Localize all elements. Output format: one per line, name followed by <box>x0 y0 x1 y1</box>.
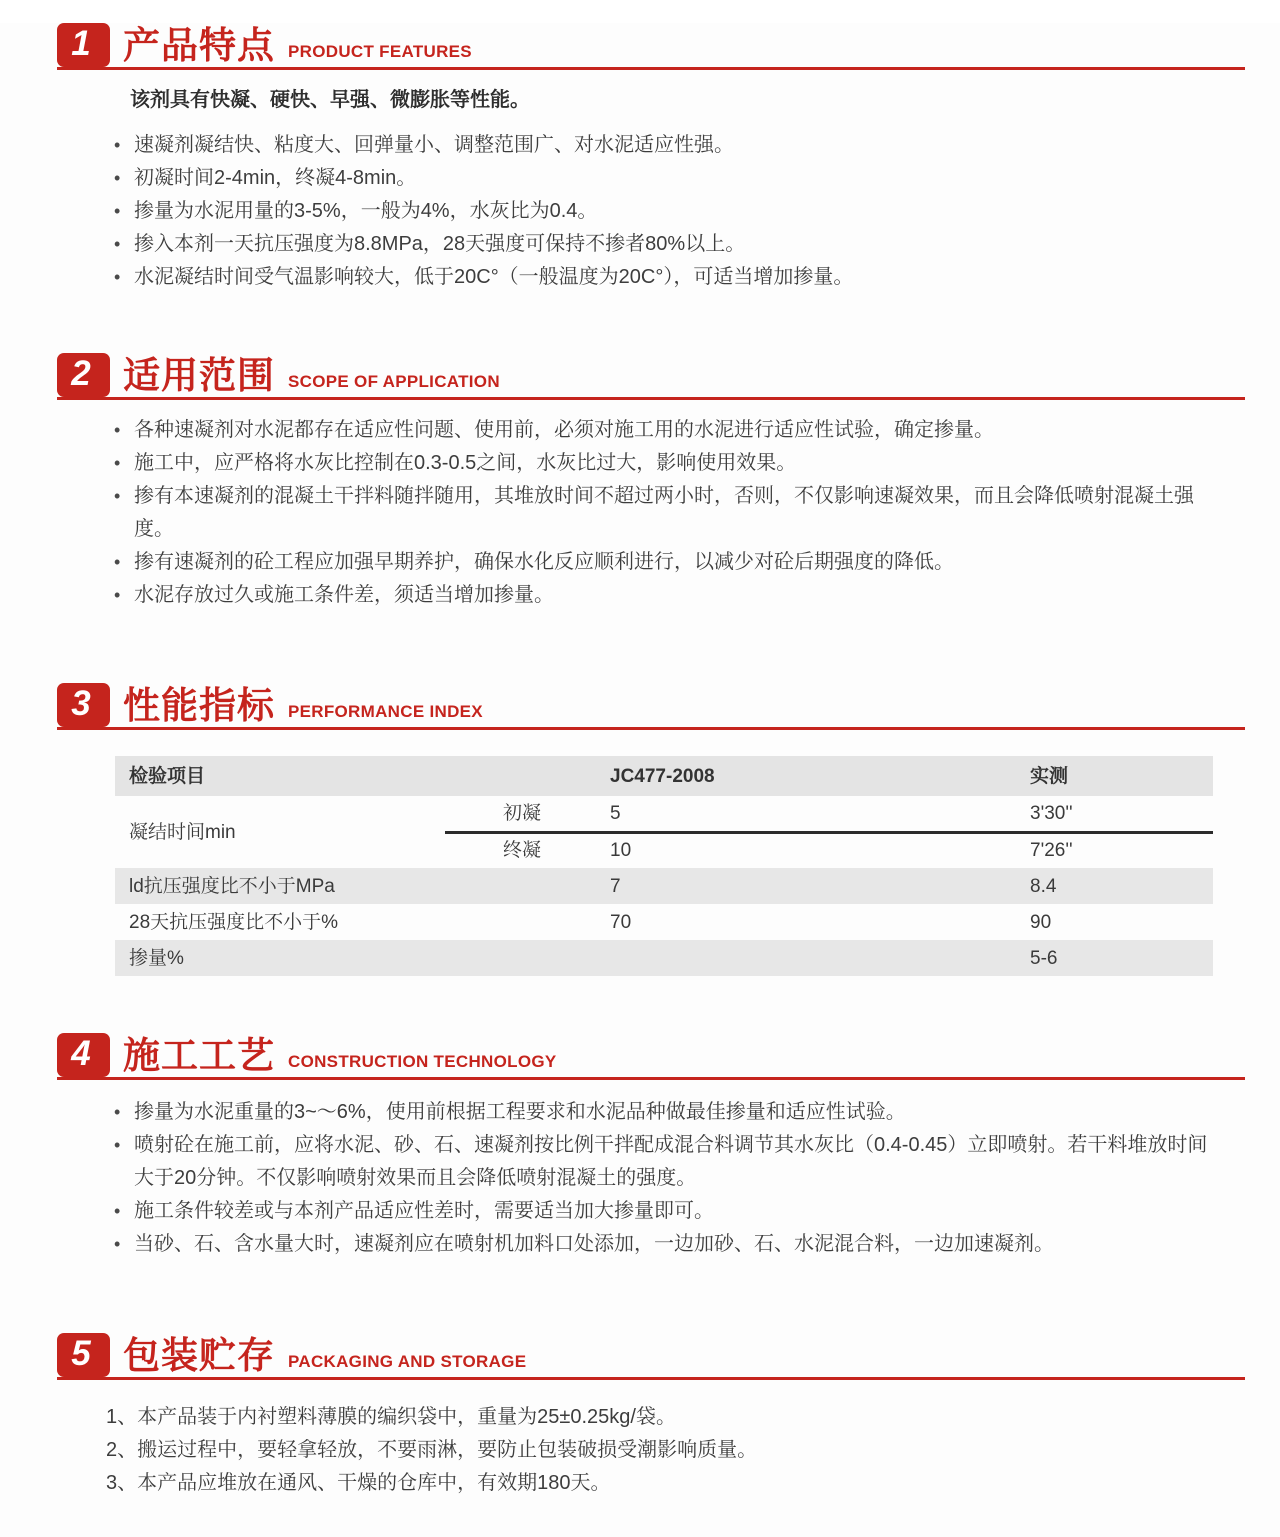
section-subtitle: SCOPE OF APPLICATION <box>288 372 500 391</box>
bullet-list <box>112 129 1212 294</box>
section-construction-technology <box>0 1033 1280 1261</box>
bullet-item: • 施工条件较差或与本剂产品适应性差时，需要适当加大掺量即可。 <box>112 1195 1212 1228</box>
section-performance-index <box>0 683 1280 976</box>
section-number-badge: 2 <box>57 353 110 397</box>
table-header-row <box>115 756 1213 796</box>
cell-setting-time-label: 凝结时间min <box>129 821 236 843</box>
section-title: 施工工艺 <box>123 1035 275 1076</box>
section-product-features <box>0 23 1280 294</box>
bullet-item: • 掺有速凝剂的砼工程应加强早期养护，确保水化反应顺利进行，以减少对砼后期强度的降低。 <box>112 546 1212 579</box>
cell-measured-value: 3'30'' <box>1030 802 1073 824</box>
section-subtitle: PACKAGING AND STORAGE <box>288 1352 527 1371</box>
section-subtitle: CONSTRUCTION TECHNOLOGY <box>288 1052 557 1071</box>
cell-item-label: 28天抗压强度比不小于% <box>129 911 339 933</box>
section-title: 包装贮存 <box>123 1335 275 1376</box>
numbered-item: 1、本产品装于内衬塑料薄膜的编织袋中，重量为25±0.25kg/袋。 <box>106 1406 676 1428</box>
section-content <box>112 1096 1235 1261</box>
bullet-item: • 水泥存放过久或施工条件差，须适当增加掺量。 <box>112 579 1212 612</box>
cell-standard-value <box>610 940 960 976</box>
intro-line: 该剂具有快凝、硬快、早强、微膨胀等性能。 <box>130 89 530 111</box>
section-scope-of-application <box>0 353 1280 612</box>
bullet-item: • 初凝时间2-4min，终凝4-8min。 <box>112 162 1212 195</box>
section-title: 适用范围 <box>123 355 275 396</box>
section-title: 性能指标 <box>123 685 275 726</box>
product-datasheet-page <box>0 23 1280 1537</box>
bullet-item: • 掺量为水泥重量的3~～6%，使用前根据工程要求和水泥品种做最佳掺量和适应性试验。 <box>112 1096 1212 1129</box>
numbered-item: 2、搬运过程中，要轻拿轻放，不要雨淋，要防止包装破损受潮影响质量。 <box>106 1439 758 1461</box>
section-title: 产品特点 <box>123 25 275 66</box>
section-content <box>106 1401 1235 1500</box>
section-header <box>57 1033 1245 1080</box>
bullet-item: • 水泥凝结时间受气温影响较大，低于20C°（一般温度为20C°），可适当增加掺量。 <box>112 261 1212 294</box>
cell-item-label: 掺量% <box>115 940 610 976</box>
bullet-item: • 掺有本速凝剂的混凝土干拌料随拌随用，其堆放时间不超过两小时，否则，不仅影响速凝效果，而且会降低喷射混凝土强度。 <box>112 480 1212 546</box>
bullet-item: • 掺量为水泥用量的3-5%，一般为4%，水灰比为0.4。 <box>112 195 1212 228</box>
section-header <box>57 23 1245 70</box>
section-content <box>112 414 1235 612</box>
section-packaging-and-storage <box>0 1333 1280 1500</box>
section-subtitle: PRODUCT FEATURES <box>288 42 472 61</box>
cell-measured-value: 8.4 <box>960 868 1213 904</box>
cell-standard-value: 5 <box>610 802 621 824</box>
header-cell-item: 检验项目 <box>115 756 445 796</box>
table-row-28d-strength <box>115 904 1213 940</box>
cell-measured-value: 5-6 <box>960 940 1213 976</box>
section-header <box>57 353 1245 400</box>
bullet-item: • 速凝剂凝结快、粘度大、回弹量小、调整范围广、对水泥适应性强。 <box>112 129 1212 162</box>
cell-measured-value: 90 <box>1030 911 1052 933</box>
table-row-setting-initial <box>115 796 1213 832</box>
bullet-item: • 当砂、石、含水量大时，速凝剂应在喷射机加料口处添加，一边加砂、石、水泥混合料，一边加速凝剂。 <box>112 1228 1212 1261</box>
cell-standard-value: 10 <box>610 832 960 868</box>
section-subtitle: PERFORMANCE INDEX <box>288 702 483 721</box>
section-content <box>112 84 1235 294</box>
bullet-list <box>112 414 1212 612</box>
section-header <box>57 1333 1245 1380</box>
bullet-item: • 掺入本剂一天抗压强度为8.8MPa，28天强度可保持不掺者80%以上。 <box>112 228 1212 261</box>
cell-sub-label: 终凝 <box>445 832 610 868</box>
bullet-list <box>112 1096 1212 1261</box>
cell-measured-value: 7'26'' <box>960 832 1213 868</box>
header-cell-spacer <box>445 756 610 796</box>
cell-standard-value: 70 <box>610 911 632 933</box>
section-number-badge: 3 <box>57 683 110 727</box>
section-number-badge: 5 <box>57 1333 110 1377</box>
table-row-dosage <box>115 940 1213 976</box>
table-row-1d-strength <box>115 868 1213 904</box>
header-cell-standard: JC477-2008 <box>610 756 960 796</box>
numbered-list <box>106 1401 1206 1500</box>
cell-sub-label: 初凝 <box>503 802 542 824</box>
section-number-badge: 1 <box>57 23 110 67</box>
bullet-item: • 各种速凝剂对水泥都存在适应性问题、使用前，必须对施工用的水泥进行适应性试验，确定掺量。 <box>112 414 1212 447</box>
section-number-badge: 4 <box>57 1033 110 1077</box>
bullet-item: • 施工中，应严格将水灰比控制在0.3-0.5之间，水灰比过大，影响使用效果。 <box>112 447 1212 480</box>
section-content <box>112 756 1235 976</box>
bullet-item: • 喷射砼在施工前，应将水泥、砂、石、速凝剂按比例干拌配成混合料调节其水灰比（0.4-0.45）立即喷射。若干料堆放时间大于20分钟。不仅影响喷射效果而且会降低喷射混凝土的强度。 <box>112 1129 1212 1195</box>
numbered-item: 3、本产品应堆放在通风、干燥的仓库中，有效期180天。 <box>106 1472 611 1494</box>
cell-standard-value: 7 <box>610 868 960 904</box>
header-cell-measured: 实测 <box>960 756 1213 796</box>
cell-item-label: ld抗压强度比不小于MPa <box>115 868 610 904</box>
performance-table <box>115 756 1213 976</box>
section-header <box>57 683 1245 730</box>
